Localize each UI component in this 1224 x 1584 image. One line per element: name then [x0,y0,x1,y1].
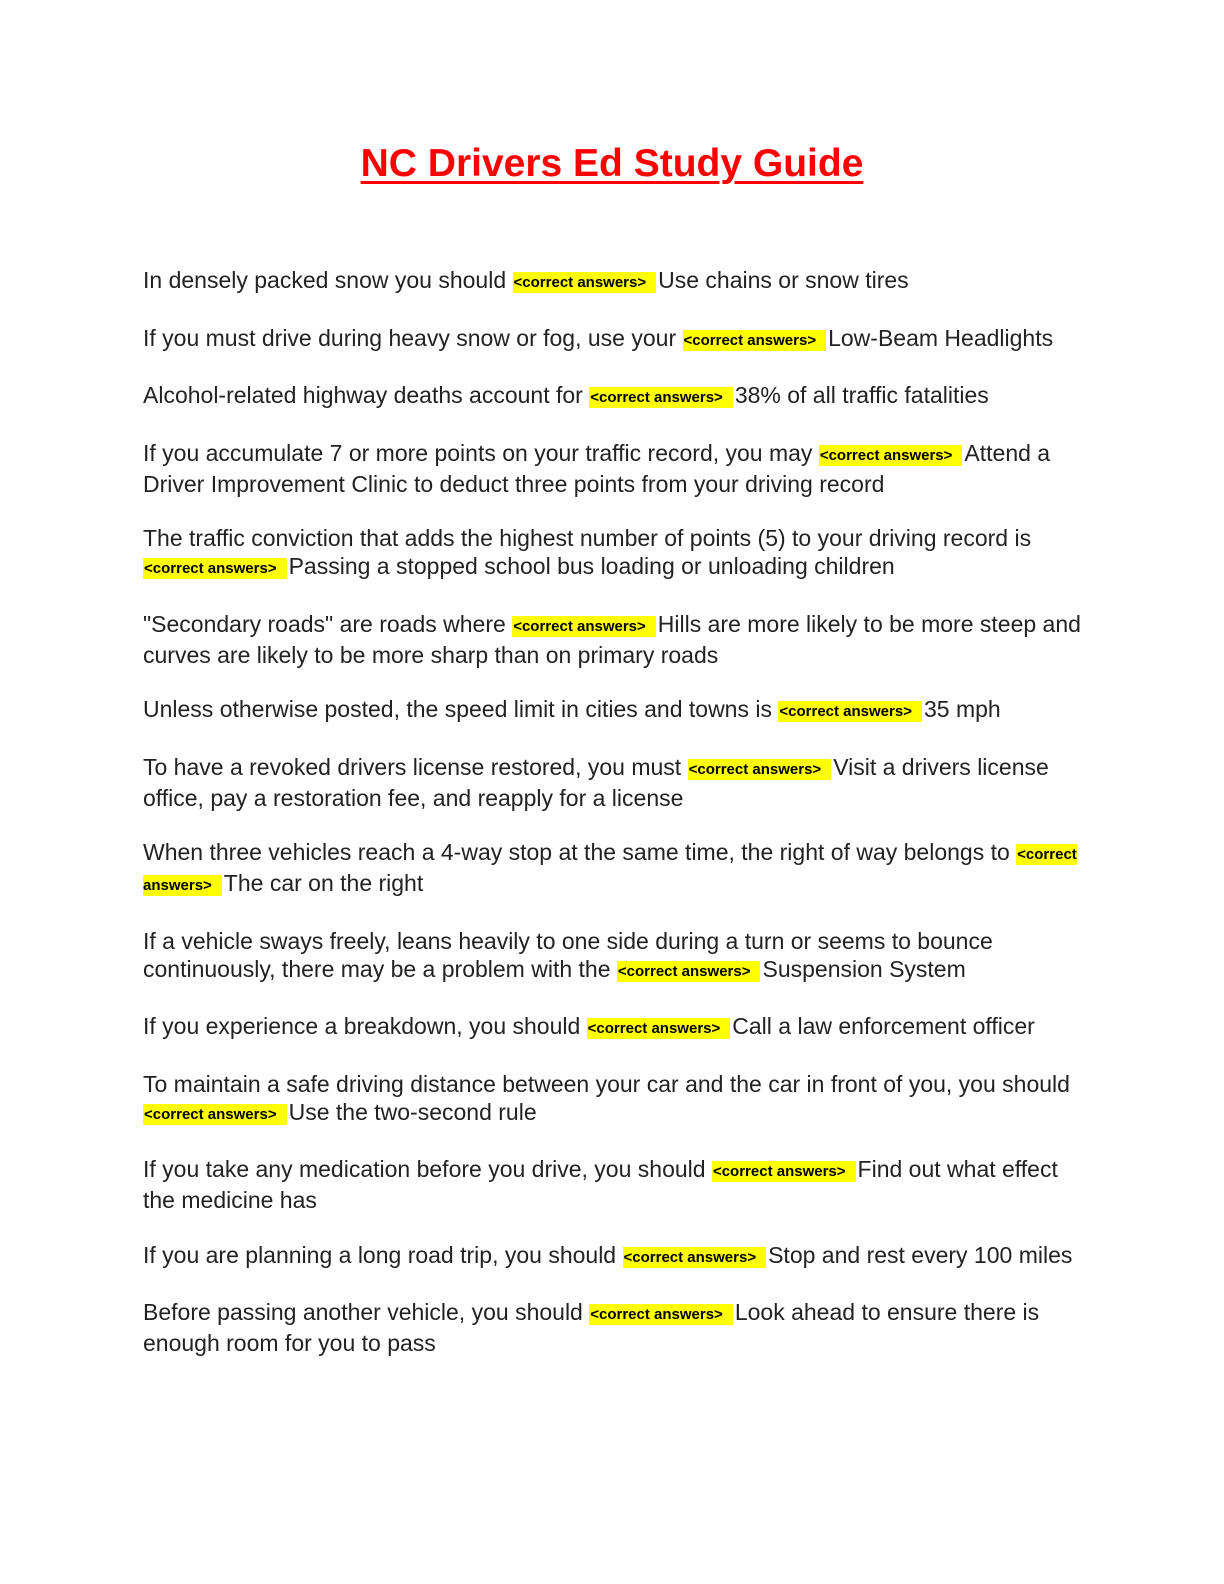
qa-item [143,266,1083,297]
question-text: When three vehicles reach a 4-way stop at the same time, the right of way belongs to [143,839,1010,865]
qa-item [143,324,1083,355]
question-text: "Secondary roads" are roads where [143,610,506,637]
qa-list [143,266,1083,1384]
question-text: If you experience a breakdown, you should [143,1013,581,1039]
question-text: Unless otherwise posted, the speed limit in cities and towns is [143,696,772,722]
qa-item [143,1155,1083,1214]
answer-text: Passing a stopped school bus loading or unloading children [288,553,895,579]
answer-text: 38% of all traffic fatalities [734,382,989,408]
correct-answers-tag: <correct answers> [683,330,827,351]
correct-answers-tag: <correct answers> [143,846,1077,894]
answer-text: Stop and rest every 100 miles [768,1241,1073,1268]
question-text: If a vehicle sways freely, leans heavily to one side during a turn or seems to bounce continuously, there may be a problem with the [143,927,993,982]
question-text: If you are planning a long road trip, you should [143,1241,617,1268]
answer-text: Hills are more likely to be more steep and curves are likely to be more sharp than on primary roads [143,610,1081,668]
correct-answers-tag: <correct answers> [143,1104,287,1125]
question-text: If you take any medication before you drive, you should [143,1156,706,1182]
answer-text: Suspension System [762,955,966,982]
qa-item [143,1298,1083,1357]
question-text: If you must drive during heavy snow or fog, use your [143,324,677,351]
correct-answers-tag: <correct answers> [688,759,832,780]
answer-text: Call a law enforcement officer [732,1013,1035,1039]
answer-text: Attend a Driver Improvement Clinic to deduct three points from your driving record [143,439,1051,497]
correct-answers-tag: <correct answers> [513,272,657,293]
page-title: NC Drivers Ed Study Guide [360,142,864,185]
answer-text: Look ahead to ensure there is enough room for you to pass [143,1299,1040,1356]
answer-text: Find out what effect the medicine has [143,1156,1058,1213]
correct-answers-tag: <correct answers> [143,558,287,579]
question-text: The traffic conviction that adds the highest number of points (5) to your driving record is [143,525,1032,551]
answer-text: Use the two-second rule [288,1098,537,1125]
correct-answers-tag: <correct answers> [589,1304,733,1325]
qa-item [143,927,1083,986]
correct-answers-tag: <correct answers> [712,1161,856,1182]
correct-answers-tag: <correct answers> [617,961,761,982]
answer-text: Visit a drivers license office, pay a restoration fee, and reapply for a license [143,753,1049,811]
answer-text: 35 mph [923,696,1001,722]
answer-text: Use chains or snow tires [658,267,909,293]
qa-item [143,838,1083,900]
correct-answers-tag: <correct answers> [512,616,656,637]
qa-item [143,753,1083,812]
qa-item [143,1241,1083,1272]
question-text: To maintain a safe driving distance between your car and the car in front of you, you should [143,1070,1070,1097]
question-text: Before passing another vehicle, you should [143,1299,583,1325]
qa-item [143,524,1083,583]
qa-item [143,381,1083,412]
question-text: If you accumulate 7 or more points on your traffic record, you may [143,439,813,466]
question-text: Alcohol-related highway deaths account for [143,382,583,408]
correct-answers-tag: <correct answers> [589,387,733,408]
answer-text: The car on the right [223,870,424,896]
question-text: In densely packed snow you should [143,267,507,293]
question-text: To have a revoked drivers license restored, you must [143,753,682,780]
answer-text: Low-Beam Headlights [828,324,1054,351]
qa-item [143,1012,1083,1043]
correct-answers-tag: <correct answers> [587,1018,731,1039]
correct-answers-tag: <correct answers> [819,445,963,466]
correct-answers-tag: <correct answers> [623,1247,767,1268]
qa-item [143,610,1083,669]
qa-item [143,1070,1083,1129]
qa-item [143,695,1083,726]
correct-answers-tag: <correct answers> [778,701,922,722]
qa-item [143,439,1083,498]
